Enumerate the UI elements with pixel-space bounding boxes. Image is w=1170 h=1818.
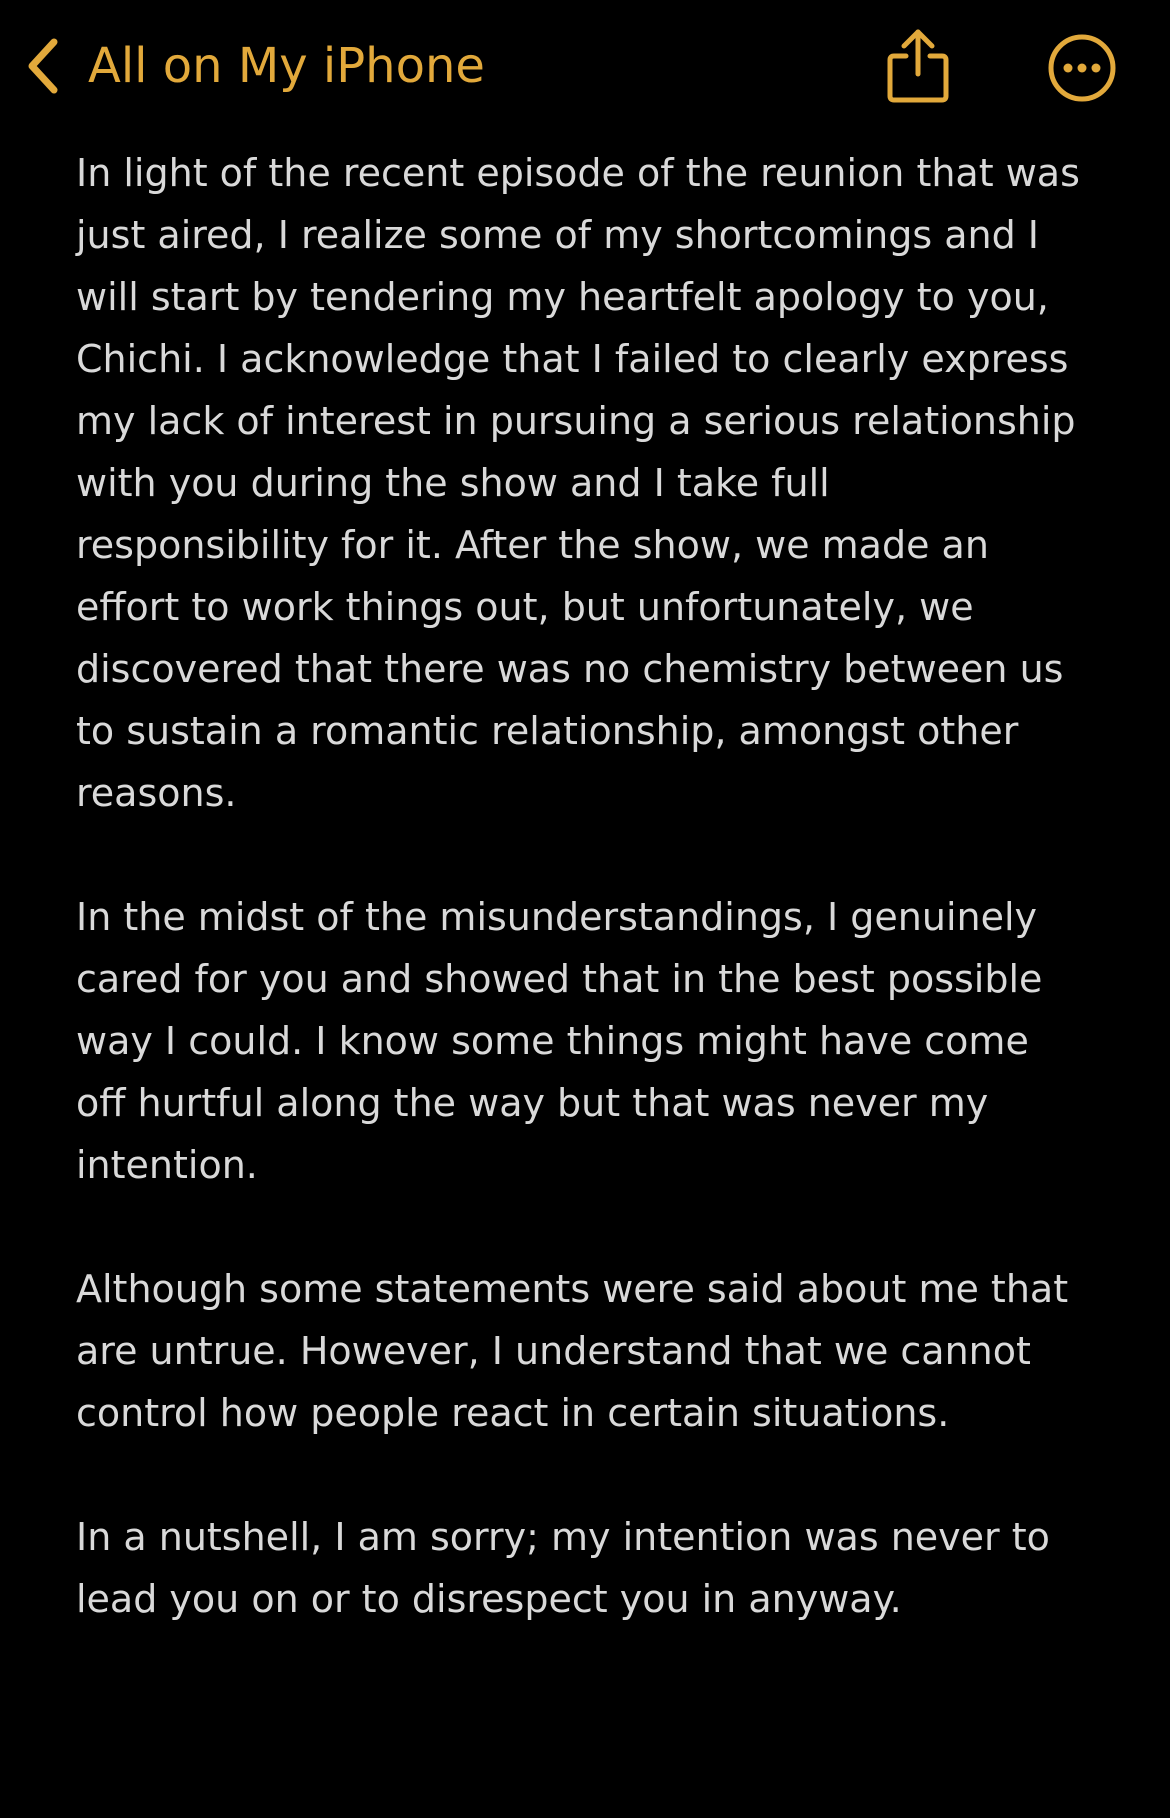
back-button-label: All on My iPhone [88, 38, 485, 94]
ellipsis-circle-icon[interactable] [1046, 32, 1118, 104]
note-paragraph: In light of the recent episode of the reunion that was just aired, I realize some of my shortcomings and I will start by tendering my heartfelt apology to you, Chichi. I acknowledge that I failed to clearly express my lack of interest in pursuing a serious relationship with you during the show and I take full responsibility for it. After the show, we made an effort to work things out, but unfortunately, we discovered that there was no chemistry between us to sustain a romantic relationship, amongst other reasons. [76, 151, 1080, 815]
note-body[interactable] [76, 142, 1096, 1692]
navigation-bar [0, 0, 1170, 135]
share-icon[interactable] [880, 26, 956, 106]
chevron-left-icon [24, 36, 64, 96]
note-paragraph: Although some statements were said about me that are untrue. However, I understand that we cannot control how people react in certain situations. [76, 1267, 1069, 1435]
note-paragraph: In a nutshell, I am sorry; my intention was never to lead you on or to disrespect you in anyway. [76, 1515, 1050, 1621]
note-paragraph: In the midst of the misunderstandings, I genuinely cared for you and showed that in the best possible way I could. I know some things might have come off hurtful along the way but that was never my intention. [76, 895, 1043, 1187]
back-button[interactable] [24, 30, 485, 102]
